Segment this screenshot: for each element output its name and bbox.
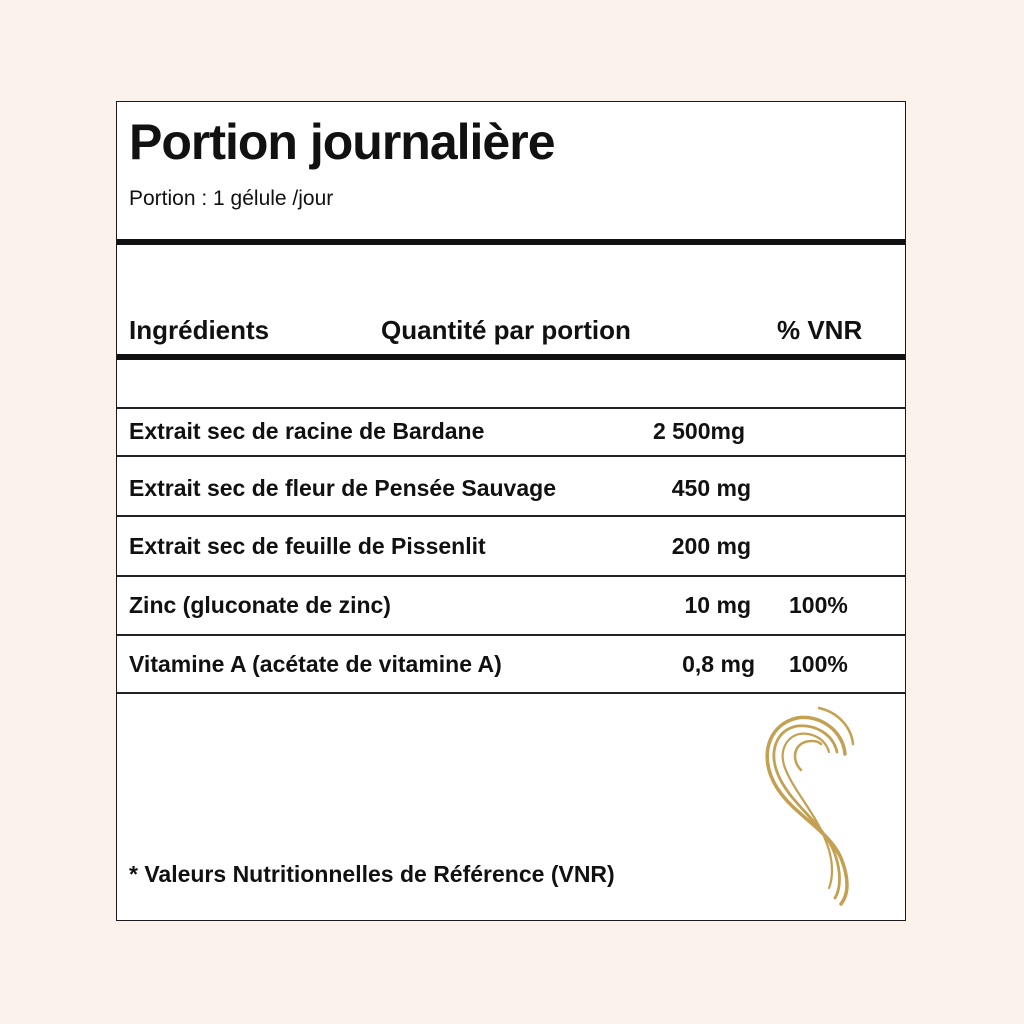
table-row	[117, 457, 905, 515]
ingredient-quantity: 2 500mg	[652, 418, 745, 444]
ingredient-name: Extrait sec de feuille de Pissenlit	[129, 533, 486, 559]
column-header-quantity: Quantité par portion	[381, 315, 631, 345]
footnote: * Valeurs Nutritionnelles de Référence (VNR)	[129, 861, 615, 887]
panel-title: Portion journalière	[129, 114, 555, 170]
gold-swirl-logo-icon	[757, 704, 869, 908]
ingredient-quantity: 10 mg	[684, 592, 751, 618]
table-row	[117, 409, 905, 455]
ingredient-vnr: 100%	[789, 592, 848, 618]
table-row	[117, 517, 905, 575]
column-header-vnr: % VNR	[777, 315, 863, 345]
column-header-ingredients: Ingrédients	[129, 315, 270, 345]
ingredient-name: Extrait sec de fleur de Pensée Sauvage	[129, 475, 556, 501]
ingredient-quantity: 200 mg	[671, 533, 751, 559]
ingredient-quantity: 0,8 mg	[682, 651, 755, 677]
serving-size: Portion : 1 gélule /jour	[129, 187, 334, 210]
divider-thick-header	[117, 354, 905, 360]
table-row	[117, 577, 905, 634]
ingredient-name: Vitamine A (acétate de vitamine A)	[129, 651, 502, 677]
nutrition-panel	[116, 101, 906, 921]
ingredient-vnr: 100%	[789, 651, 848, 677]
ingredient-name: Zinc (gluconate de zinc)	[129, 592, 391, 618]
ingredient-quantity: 450 mg	[671, 475, 751, 501]
table-row	[117, 636, 905, 692]
divider-row	[117, 692, 905, 694]
ingredient-name: Extrait sec de racine de Bardane	[129, 418, 485, 444]
divider-thick-top	[117, 239, 905, 245]
